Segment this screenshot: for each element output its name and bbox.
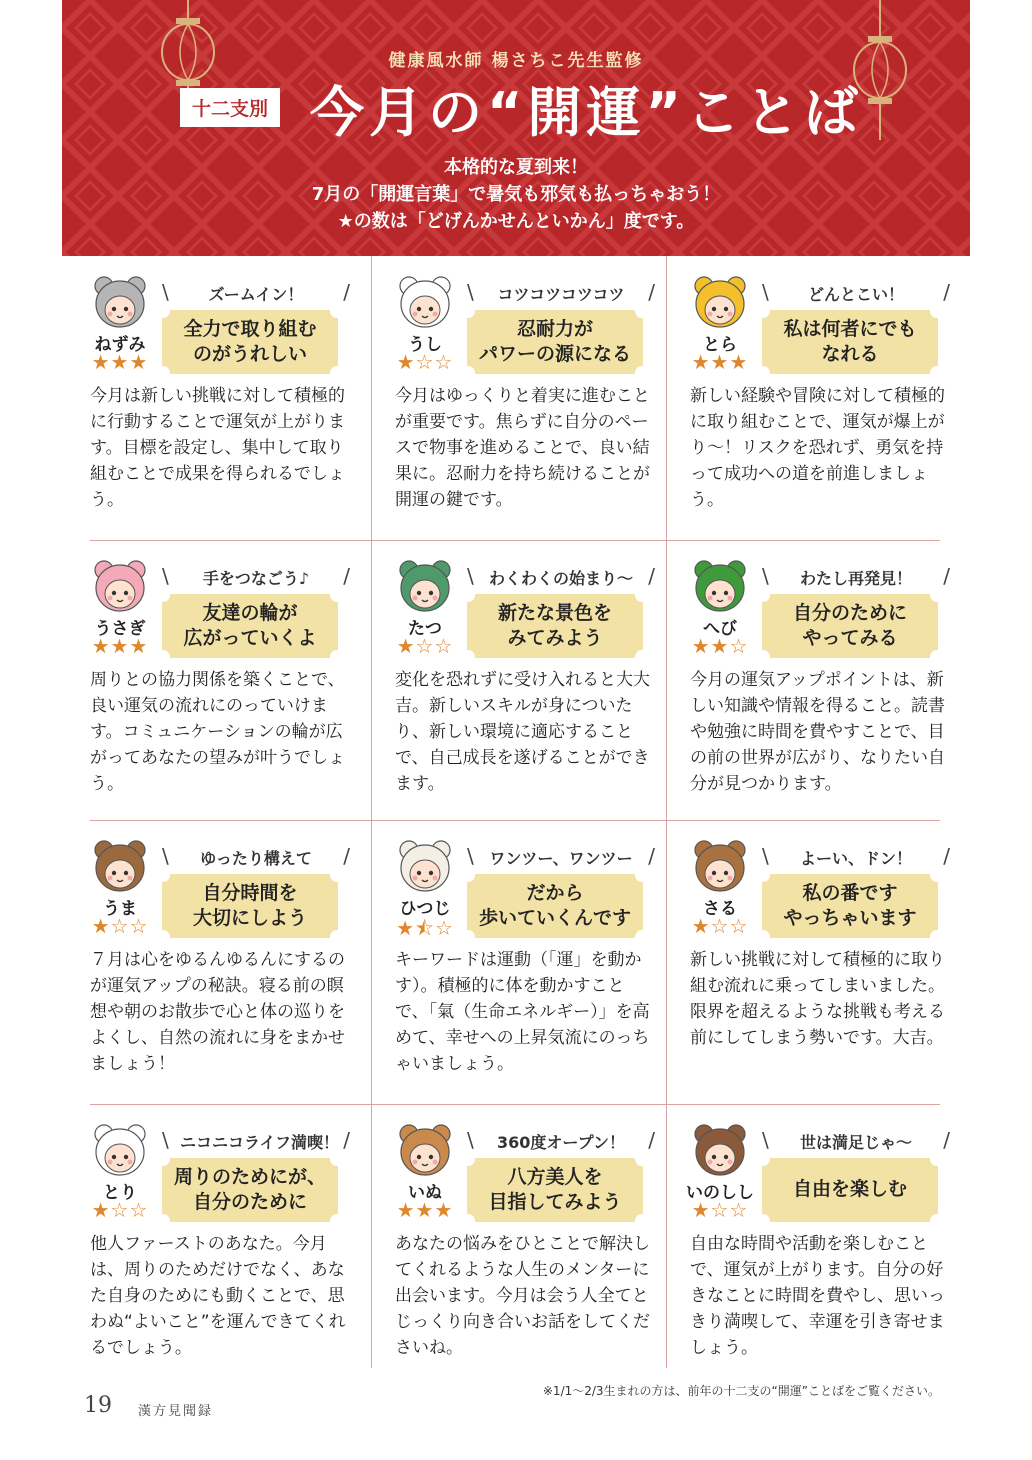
star-rating: ★☆☆	[691, 1198, 749, 1222]
eye-shape	[429, 591, 433, 595]
intro-line: ★の数は「どげんかせんといかん」度です。	[337, 211, 695, 232]
phrase-plaque	[762, 594, 938, 658]
zodiac-badge: 十二支別	[180, 88, 280, 127]
fortune-text: 今月の運気アップポイントは、新しい知識や情報を得ること。読書や勉強に時間を費やすことで、目の前の世界が広がり、なりたい自分が見つかります。	[690, 670, 945, 794]
slash-right-icon: /	[648, 1128, 655, 1152]
zodiac-card	[662, 540, 958, 818]
phrase-plaque	[162, 594, 338, 658]
phrase-line: 私は何者にでも	[783, 318, 917, 340]
eye-shape	[124, 1155, 128, 1159]
magazine-name: 漢方見聞録	[138, 1404, 214, 1419]
slash-right-icon: /	[943, 280, 950, 304]
catch-tag	[467, 844, 655, 868]
cheek-shape	[433, 1160, 438, 1165]
phrase-line: 広がっていくよ	[183, 627, 317, 649]
face-shape	[410, 860, 440, 888]
phrase-line: 大切にしよう	[192, 907, 307, 929]
catch-text: ズームイン！	[208, 285, 304, 304]
phrase-line: 目指してみよう	[488, 1191, 622, 1213]
zodiac-name: いぬ	[408, 1183, 442, 1203]
catch-text: ワンツー、ワンツー	[489, 849, 633, 868]
cheek-shape	[708, 312, 713, 317]
cheek-shape	[128, 596, 133, 601]
star-rating: ★☆☆	[91, 1198, 149, 1222]
catch-tag	[467, 1128, 655, 1152]
star-rating: ★☆☆	[691, 914, 749, 938]
slash-left-icon: \	[762, 280, 769, 304]
zodiac-card	[662, 256, 958, 534]
rooster-icon	[92, 1122, 148, 1178]
cheek-shape	[728, 1160, 733, 1165]
phrase-text	[467, 1165, 643, 1215]
zodiac-card	[367, 540, 663, 818]
phrase-line: 自分のために	[792, 602, 907, 624]
zodiac-name: ひつじ	[399, 899, 451, 919]
phrase-line: 全力で取り組む	[183, 318, 317, 340]
catch-tag	[467, 280, 655, 304]
eye-shape	[112, 1155, 116, 1159]
zodiac-name: ねずみ	[94, 335, 146, 355]
footnote: ※1/1〜2/3生まれの方は、前年の十二支の“開運”ことばをご覧ください。	[542, 1384, 940, 1398]
eye-shape	[712, 1155, 716, 1159]
fortune-text: 新しい経験や冒険に対して積極的に取り組むことで、運気が爆上がり〜！リスクを恐れず、勇気を持って成功への道を前進しましょう。	[690, 386, 945, 510]
phrase-line: 新たな景色を	[497, 602, 612, 624]
eye-shape	[712, 591, 716, 595]
zodiac-name: とら	[703, 335, 737, 355]
phrase-text	[762, 317, 938, 367]
catch-tag	[762, 1128, 950, 1152]
phrase-plaque	[762, 874, 938, 938]
eye-shape	[712, 307, 716, 311]
fortune-text: 今月はゆっくりと着実に進むことが重要です。焦らずに自分のペースで物事を進めることで、良い結果に。忍耐力を持ち続けることが開運の鍵です。	[395, 386, 650, 510]
eye-shape	[712, 871, 716, 875]
monkey-icon	[692, 838, 748, 894]
phrase-plaque	[762, 310, 938, 374]
cheek-shape	[433, 312, 438, 317]
phrase-plaque	[762, 1158, 938, 1222]
supervisor-credit: 健康風水師 楊さちこ先生監修	[388, 51, 644, 71]
eye-shape	[724, 591, 728, 595]
catch-tag	[162, 844, 350, 868]
phrase-text	[762, 601, 938, 651]
slash-left-icon: \	[762, 844, 769, 868]
zodiac-card	[367, 820, 663, 1098]
eye-shape	[112, 871, 116, 875]
phrase-line: 忍耐力が	[516, 318, 593, 340]
tiger-icon	[692, 274, 748, 330]
fortune-text: キーワードは運動（「運」を動かす）。積極的に体を動かすことで、「氣（生命エネルギー）」を高めて、幸せへの上昇気流にのっちゃいましょう。	[395, 950, 650, 1074]
boar-icon	[692, 1122, 748, 1178]
slash-left-icon: \	[467, 564, 474, 588]
catch-text: コツコツコツコツ	[497, 285, 625, 304]
slash-right-icon: /	[343, 1128, 350, 1152]
catch-text: ニコニコライフ満喫！	[180, 1133, 340, 1152]
slash-left-icon: \	[467, 280, 474, 304]
zodiac-name: へび	[703, 619, 737, 639]
face-shape	[105, 580, 135, 608]
star-rating: ★★★	[691, 350, 749, 374]
phrase-line: 歩いていくんです	[478, 907, 631, 929]
slash-right-icon: /	[343, 280, 350, 304]
zodiac-name: さる	[703, 899, 737, 919]
phrase-text	[162, 317, 338, 367]
phrase-text	[162, 601, 338, 651]
phrase-line: 八方美人を	[507, 1166, 603, 1188]
zodiac-name: うま	[103, 899, 137, 919]
slash-left-icon: \	[162, 1128, 169, 1152]
fortune-text: ７月は心をゆるんゆるんにするのが運気アップの秘訣。寝る前の瞑想や朝のお散歩で心と体の巡りをよくし、自然の流れに身をまかせましょう！	[90, 950, 345, 1074]
catch-tag	[162, 280, 350, 304]
phrase-plaque	[162, 874, 338, 938]
eye-shape	[417, 1155, 421, 1159]
catch-tag	[162, 1128, 350, 1152]
catch-tag	[162, 564, 350, 588]
phrase-line: 周りのためにが、	[173, 1166, 326, 1188]
slash-right-icon: /	[943, 844, 950, 868]
catch-tag	[467, 564, 655, 588]
eye-shape	[724, 1155, 728, 1159]
slash-left-icon: \	[467, 844, 474, 868]
phrase-line: だから	[526, 882, 584, 904]
zodiac-card	[62, 540, 358, 818]
slash-left-icon: \	[162, 844, 169, 868]
cheek-shape	[108, 596, 113, 601]
phrase-line: みてみよう	[507, 627, 603, 649]
face-shape	[705, 296, 735, 324]
phrase-plaque	[162, 310, 338, 374]
cheek-shape	[413, 596, 418, 601]
cheek-shape	[728, 876, 733, 881]
slash-left-icon: \	[162, 564, 169, 588]
phrase-text	[467, 881, 643, 931]
eye-shape	[724, 871, 728, 875]
dragon-icon	[397, 558, 453, 614]
star-rating: ★⯪☆	[396, 916, 454, 940]
cheek-shape	[413, 876, 418, 881]
zodiac-name: うさぎ	[94, 619, 146, 639]
zodiac-name: とり	[103, 1183, 137, 1203]
catch-text: どんとこい！	[807, 285, 904, 304]
slash-left-icon: \	[762, 1128, 769, 1152]
star-rating: ★★★	[91, 634, 149, 658]
phrase-line: なれる	[821, 343, 879, 365]
fortune-text: あなたの悩みをひとことで解決してくれるような人生のメンターに出会います。今月は会う人全てとじっくり向き合いお話をしてくださいね。	[395, 1234, 650, 1358]
rabbit-icon	[92, 558, 148, 614]
zodiac-card	[62, 820, 358, 1098]
fortune-text: 今月は新しい挑戦に対して積極的に行動することで運気が上がります。目標を設定し、集中して取り組むことで成果を得られるでしょう。	[90, 386, 345, 510]
sheep-icon	[397, 838, 453, 894]
face-shape	[105, 860, 135, 888]
cheek-shape	[708, 596, 713, 601]
mouse-icon	[92, 274, 148, 330]
phrase-plaque	[467, 310, 643, 374]
cheek-shape	[128, 312, 133, 317]
slash-right-icon: /	[648, 564, 655, 588]
cheek-shape	[108, 876, 113, 881]
slash-left-icon: \	[762, 564, 769, 588]
phrase-plaque	[467, 874, 643, 938]
intro-line: 7月の「開運言葉」で暑気も邪気も払っちゃおう！	[311, 184, 721, 205]
catch-text: わたし再発見！	[799, 569, 912, 588]
zodiac-name: うし	[408, 335, 442, 355]
phrase-line: 友達の輪が	[202, 602, 298, 624]
phrase-plaque	[162, 1158, 338, 1222]
face-shape	[105, 296, 135, 324]
fortune-text: 周りとの協力関係を築くことで、良い運気の流れにのっていけます。コミュニケーションの輪が広がってあなたの望みが叶うでしょう。	[90, 670, 345, 794]
phrase-line: やってみる	[802, 627, 898, 649]
intro-line: 本格的な夏到来！	[444, 157, 588, 178]
phrase-line: のがうれしい	[192, 343, 307, 365]
phrase-line: 自分時間を	[202, 882, 298, 904]
eye-shape	[417, 307, 421, 311]
cheek-shape	[708, 876, 713, 881]
phrase-line: 私の番です	[802, 882, 898, 904]
slash-right-icon: /	[943, 564, 950, 588]
eye-shape	[112, 591, 116, 595]
zodiac-card	[662, 1104, 958, 1382]
zodiac-name: たつ	[408, 619, 442, 639]
phrase-text	[762, 1177, 938, 1202]
page-number: 19	[84, 1393, 112, 1418]
phrase-text	[162, 1165, 338, 1215]
slash-right-icon: /	[648, 844, 655, 868]
zodiac-card	[62, 256, 358, 534]
slash-left-icon: \	[162, 280, 169, 304]
phrase-text	[162, 881, 338, 931]
slash-right-icon: /	[343, 844, 350, 868]
cheek-shape	[108, 312, 113, 317]
catch-tag	[762, 844, 950, 868]
fortune-grid	[62, 256, 970, 1368]
zodiac-card	[662, 820, 958, 1098]
star-rating: ★★★	[396, 1198, 454, 1222]
eye-shape	[417, 871, 421, 875]
eye-shape	[724, 307, 728, 311]
star-rating: ★★☆	[691, 634, 749, 658]
face-shape	[410, 580, 440, 608]
phrase-line: 自由を楽しむ	[792, 1178, 907, 1200]
zodiac-card	[62, 1104, 358, 1382]
cheek-shape	[413, 312, 418, 317]
cheek-shape	[728, 312, 733, 317]
zodiac-card	[367, 256, 663, 534]
phrase-text	[762, 881, 938, 931]
zodiac-name: いのしし	[686, 1183, 754, 1203]
eye-shape	[429, 307, 433, 311]
cheek-shape	[128, 876, 133, 881]
star-rating: ★☆☆	[91, 914, 149, 938]
cheek-shape	[108, 1160, 113, 1165]
phrase-plaque	[467, 594, 643, 658]
cheek-shape	[128, 1160, 133, 1165]
eye-shape	[429, 871, 433, 875]
slash-left-icon: \	[467, 1128, 474, 1152]
dog-icon	[397, 1122, 453, 1178]
header-banner	[62, 0, 970, 256]
cheek-shape	[728, 596, 733, 601]
cheek-shape	[433, 596, 438, 601]
catch-text: わくわくの始まり〜	[488, 569, 633, 588]
cow-icon	[397, 274, 453, 330]
eye-shape	[124, 871, 128, 875]
eye-shape	[124, 591, 128, 595]
phrase-plaque	[467, 1158, 643, 1222]
catch-tag	[762, 280, 950, 304]
star-rating: ★☆☆	[396, 634, 454, 658]
catch-tag	[762, 564, 950, 588]
fortune-text: 自由な時間や活動を楽しむことで、運気が上がります。自分の好きなことに時間を費やし、思いっきり満喫して、幸運を引き寄せましょう。	[690, 1234, 945, 1358]
cheek-shape	[413, 1160, 418, 1165]
face-shape	[410, 1144, 440, 1172]
cheek-shape	[708, 1160, 713, 1165]
eye-shape	[124, 307, 128, 311]
catch-text: 360度オープン！	[497, 1133, 625, 1152]
phrase-text	[467, 317, 643, 367]
cheek-shape	[433, 876, 438, 881]
fortune-text: 新しい挑戦に対して積極的に取り組む流れに乗ってしまいました。限界を超えるような挑戦も考える前にしてしまう勢いです。大吉。	[690, 950, 945, 1048]
slash-right-icon: /	[343, 564, 350, 588]
snake-icon	[692, 558, 748, 614]
face-shape	[705, 860, 735, 888]
face-shape	[410, 296, 440, 324]
eye-shape	[112, 307, 116, 311]
catch-text: 世は満足じゃ〜	[799, 1133, 912, 1152]
phrase-line: 自分のために	[192, 1191, 307, 1213]
face-shape	[705, 580, 735, 608]
star-rating: ★☆☆	[396, 350, 454, 374]
eye-shape	[429, 1155, 433, 1159]
catch-text: 手をつなごう♪	[202, 569, 310, 588]
face-shape	[705, 1144, 735, 1172]
fortune-text: 変化を恐れずに受け入れると大大吉。新しいスキルが身についたり、新しい環境に適応することで、自己成長を遂げることができます。	[395, 670, 650, 794]
face-shape	[105, 1144, 135, 1172]
page-title: 今月の“開運”ことば	[310, 81, 863, 144]
phrase-line: やっちゃいます	[783, 907, 917, 929]
catch-text: よーい、ドン！	[799, 849, 912, 868]
eye-shape	[417, 591, 421, 595]
star-rating: ★★★	[91, 350, 149, 374]
catch-text: ゆったり構えて	[200, 849, 312, 868]
horse-icon	[92, 838, 148, 894]
slash-right-icon: /	[943, 1128, 950, 1152]
zodiac-card	[367, 1104, 663, 1382]
slash-right-icon: /	[648, 280, 655, 304]
phrase-line: パワーの源になる	[478, 343, 631, 365]
phrase-text	[467, 601, 643, 651]
fortune-text: 他人ファーストのあなた。今月は、周りのためだけでなく、あなた自身のためにも動くことで、思わぬ“よいこと”を運んできてくれるでしょう。	[90, 1234, 346, 1358]
